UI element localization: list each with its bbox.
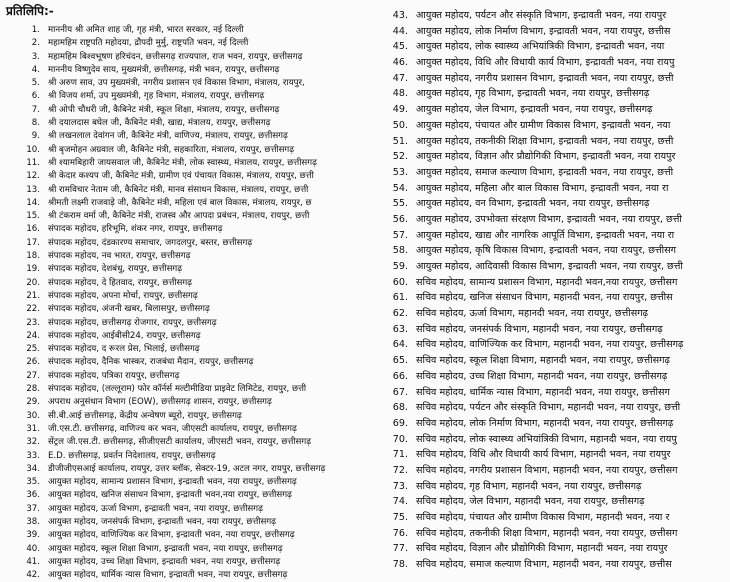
recipient-text: आयुक्त महोदय, कृषि विकास विभाग, इन्द्रावती भवन, नया रायपुर, छत्तीसग xyxy=(416,245,676,257)
recipient-item xyxy=(0,197,372,210)
recipient-number: 23. xyxy=(26,317,40,328)
recipient-item xyxy=(0,516,372,529)
recipient-text: आयुक्त महोदय, समाज कल्याण विभाग, इन्द्रावती भवन, नया रायपुर, छत्ती xyxy=(416,166,674,178)
recipient-number: 50. xyxy=(392,119,408,131)
recipient-number: 10. xyxy=(26,144,40,155)
recipient-text: संपादक महोदय, आईबीसी24, रायपुर, छत्तीसगढ़ xyxy=(48,330,201,341)
recipient-item xyxy=(382,400,730,416)
recipient-text: श्री ओपी चौधरी जी, कैबिनेट मंत्री, स्कूल शिक्षा, मंत्रालय, रायपुर, छत्तीसगढ़ xyxy=(48,104,280,115)
recipient-item xyxy=(382,432,730,448)
recipient-number: 73. xyxy=(392,480,408,492)
recipient-item xyxy=(0,37,372,50)
recipient-item xyxy=(0,450,372,463)
recipient-item xyxy=(382,86,730,102)
recipient-item xyxy=(382,71,730,87)
recipient-item xyxy=(0,463,372,476)
recipient-number: 11. xyxy=(26,157,40,168)
recipient-number: 60. xyxy=(392,276,408,288)
recipient-item xyxy=(0,543,372,556)
recipient-number: 55. xyxy=(392,198,408,210)
recipient-item xyxy=(382,8,730,24)
recipient-number: 68. xyxy=(392,402,408,414)
recipient-item xyxy=(0,410,372,423)
recipient-number: 3. xyxy=(31,51,40,62)
recipient-item xyxy=(0,356,372,369)
recipient-item xyxy=(382,447,730,463)
recipient-number: 57. xyxy=(392,229,408,241)
recipient-item xyxy=(382,275,730,291)
recipient-text: आयुक्त महोदय, स्कूल शिक्षा विभाग, इन्द्रावती भवन, नया रायपुर, छत्तीसगढ़ xyxy=(48,543,283,554)
recipient-number: 44. xyxy=(392,25,408,37)
recipient-number: 39. xyxy=(26,530,40,541)
recipient-item xyxy=(382,526,730,542)
recipient-item xyxy=(382,306,730,322)
recipient-item xyxy=(0,130,372,143)
recipient-number: 53. xyxy=(392,166,408,178)
recipient-item xyxy=(0,529,372,542)
recipient-item xyxy=(0,184,372,197)
recipient-item xyxy=(0,51,372,64)
recipient-number: 2. xyxy=(31,38,40,49)
recipient-number: 54. xyxy=(392,182,408,194)
recipient-text: संपादक महोदय, द रूरल प्रेस, भिलाई, छत्तीसगढ़ xyxy=(48,344,200,355)
recipient-text: सचिव महोदय, वाणिज्यिक कर विभाग, महानदी भवन, नया रायपुर, छत्तीसगढ़ xyxy=(416,339,684,351)
recipient-text: आयुक्त महोदय, आदिवासी विकास विभाग, इन्द्रावती भवन, नया रायपुर, छत्ती xyxy=(416,261,683,272)
recipient-text: सचिव महोदय, समाज कल्याण विभाग, महानदी भवन, नया रायपुर, छत्तीस xyxy=(416,559,672,571)
recipient-item xyxy=(382,337,730,353)
recipient-item xyxy=(382,510,730,526)
recipient-item xyxy=(382,259,730,275)
recipient-text: सचिव महोदय, उच्च शिक्षा विभाग, महानदी भवन, नया रायपुर, छत्तीसगढ़ xyxy=(416,370,668,382)
recipient-text: आयुक्त महोदय, धार्मिक न्यास विभाग, इन्द्रावती भवन, नया रायपुर, छत्तीसगढ़ xyxy=(48,570,288,581)
recipient-text: श्री दयालदास बघेल जी, कैबिनेट मंत्री, खाद्य, मंत्रालय, रायपुर, छत्तीसगढ़ xyxy=(48,118,271,129)
recipient-number: 75. xyxy=(392,512,408,523)
recipient-number: 67. xyxy=(392,386,408,398)
recipient-text: सचिव महोदय, स्कूल शिक्षा विभाग, महानदी भवन, नया रायपुर, छत्तीसगढ़ xyxy=(416,355,670,367)
recipient-number: 14. xyxy=(26,197,40,208)
recipient-number: 33. xyxy=(26,450,40,461)
recipient-number: 17. xyxy=(26,237,40,248)
recipient-number: 78. xyxy=(392,559,408,571)
recipient-number: 64. xyxy=(392,339,408,351)
recipient-text: संपादक महोदय, छत्तीसगढ़ रोजगार, रायपुर, छत्तीसगढ़ xyxy=(48,317,217,328)
recipient-number: 69. xyxy=(392,417,408,429)
recipient-item xyxy=(0,104,372,117)
recipient-item xyxy=(0,476,372,489)
recipient-item xyxy=(0,503,372,516)
recipient-text: जी.एस.टी. छत्तीसगढ़, वाणिज्य कर भवन, जीएसटी कार्यालय, रायपुर, छत्तीसगढ़ xyxy=(48,423,297,434)
recipient-number: 58. xyxy=(392,245,408,257)
recipient-number: 4. xyxy=(31,64,40,75)
recipient-text: संपादक महोदय, दे हितवाद, रायपुर, छत्तीसगढ़ xyxy=(48,277,193,288)
recipient-number: 30. xyxy=(26,410,40,421)
recipient-number: 66. xyxy=(392,370,408,382)
recipient-item xyxy=(0,117,372,130)
recipient-item xyxy=(0,144,372,157)
recipient-number: 38. xyxy=(26,516,40,527)
recipient-number: 24. xyxy=(26,330,40,341)
recipient-text: श्री लखनलाल देवांगन जी, कैबिनेट मंत्री, वाणिज्य, मंत्रालय, रायपुर, छत्तीसगढ़ xyxy=(48,131,288,142)
recipient-text: सचिव महोदय, विधि और विधायी कार्य विभाग, महानदी भवन, नया रायपुर xyxy=(416,449,671,461)
recipient-list-right xyxy=(382,8,730,573)
recipient-item xyxy=(382,385,730,401)
recipient-number: 61. xyxy=(392,292,408,304)
recipient-text: अपराध अनुसंधान विभाग (EOW), छत्तीसगढ़ शासन, रायपुर, छत्तीसगढ़ xyxy=(48,397,272,408)
recipient-number: 74. xyxy=(392,496,408,508)
recipient-item xyxy=(0,396,372,409)
recipient-item xyxy=(382,165,730,181)
recipient-item xyxy=(0,489,372,502)
recipient-text: सचिव महोदय, पर्यटन और संस्कृति विभाग, महानदी भवन, नया रायपुर, छत्ती xyxy=(416,402,681,414)
recipient-number: 25. xyxy=(26,344,40,355)
recipient-item xyxy=(382,557,730,573)
recipient-item xyxy=(382,369,730,385)
recipient-text: संपादक महोदय, अपना मोर्चा, रायपुर, छत्तीसगढ़ xyxy=(48,290,198,301)
recipient-number: 65. xyxy=(392,355,408,367)
recipient-text: आयुक्त महोदय, सामान्य प्रशासन विभाग, इन्द्रावती भवन, नया रायपुर, छत्तीसगढ़ xyxy=(48,477,297,488)
recipient-item xyxy=(0,277,372,290)
recipient-text: आयुक्त महोदय, लोक स्वास्थ्य अभियांत्रिकी विभाग, इन्द्रावती भवन, नया xyxy=(416,41,665,53)
recipient-number: 70. xyxy=(392,433,408,445)
recipient-item xyxy=(382,181,730,197)
recipient-number: 13. xyxy=(26,184,40,195)
recipient-item xyxy=(382,102,730,118)
recipient-text: आयुक्त महोदय, विधि और विधायी कार्य विभाग, इन्द्रावती भवन, नया रायपु xyxy=(416,57,675,69)
recipient-item xyxy=(0,64,372,77)
recipient-number: 8. xyxy=(31,118,40,129)
recipient-text: आयुक्त महोदय, उच्च शिक्षा विभाग, इन्द्रावती भवन, नया रायपुर, छत्तीसगढ़ xyxy=(48,556,281,567)
copy-to-heading: प्रतिलिपि:- xyxy=(6,4,54,18)
recipient-item xyxy=(0,90,372,103)
recipient-text: सचिव महोदय, विज्ञान और प्रौद्योगिकी विभाग, महानदी भवन, नया रायपुर xyxy=(416,543,668,555)
recipient-number: 51. xyxy=(392,135,408,147)
recipient-text: सेंट्रल जी.एस.टी. छत्तीसगढ़, सीजीएसटी कार्यालय, जीएसटी भवन, रायपुर, छत्तीसगढ़ xyxy=(48,437,312,448)
recipient-item xyxy=(0,250,372,263)
recipient-text: महामहिम राष्ट्रपति महोदया, द्रौपदी मुर्मु, राष्ट्रपति भवन, नई दिल्ली xyxy=(48,38,249,49)
recipient-text: आयुक्त महोदय, तकनीकी शिक्षा विभाग, इन्द्रावती भवन, नया रायपुर, छत्ती xyxy=(416,135,674,147)
recipient-number: 48. xyxy=(392,88,408,100)
recipient-item xyxy=(0,569,372,582)
recipient-text: श्री विजय शर्मा, उप मुख्यमंत्री, गृह विभाग, मंत्रालय, रायपुर, छत्तीसगढ़ xyxy=(48,91,265,102)
recipient-number: 77. xyxy=(392,543,408,555)
recipient-number: 62. xyxy=(392,308,408,320)
recipient-text: आयुक्त महोदय, जनसंपर्क विभाग, इन्द्रावती भवन, नया रायपुर, छत्तीसगढ़ xyxy=(48,516,277,527)
recipient-text: महामहिम बिश्वभूषण हरिचंदन, छत्तीसगढ़ राज्यपाल, राज भवन, रायपुर, छत्तीसगढ़ xyxy=(48,51,303,62)
recipient-number: 40. xyxy=(26,543,40,554)
recipient-text: संपादक महोदय, दैनिक भास्कर, राजबंधा मैदान, रायपुर, छत्तीसगढ़ xyxy=(48,357,254,368)
recipient-number: 34. xyxy=(26,463,40,474)
recipient-number: 36. xyxy=(26,490,40,501)
recipient-number: 22. xyxy=(26,304,40,315)
recipient-number: 9. xyxy=(31,131,40,142)
recipient-item xyxy=(0,383,372,396)
recipient-item xyxy=(0,556,372,569)
recipient-text: सचिव महोदय, जनसंपर्क विभाग, महानदी भवन, नया रायपुर, छत्तीसगढ़ xyxy=(416,323,663,335)
recipient-text: श्री केदार कश्यप जी, कैबिनेट मंत्री, ग्रामीण एवं पंचायत विकास, मंत्रालय, रायपुर, छत्ती xyxy=(48,171,314,182)
recipient-number: 29. xyxy=(26,397,40,408)
recipient-text: संपादक महोदय, दंडकारण्य समाचार, जगदलपुर, बस्तर, छत्तीसगढ़ xyxy=(48,237,253,248)
recipient-number: 12. xyxy=(26,171,40,182)
recipient-item xyxy=(382,55,730,71)
recipient-text: आयुक्त महोदय, जेल विभाग, इन्द्रावती भवन, नया रायपुर, छत्तीसगढ़ xyxy=(416,104,653,116)
recipient-item xyxy=(382,494,730,510)
recipient-number: 35. xyxy=(26,477,40,488)
recipient-text: सचिव महोदय, गृह विभाग, महानदी भवन, नया रायपुर, छत्तीसगढ़ xyxy=(416,480,642,492)
recipient-item xyxy=(382,118,730,134)
recipient-text: आयुक्त महोदय, खाद्य और नागरिक आपूर्ति विभाग, इन्द्रावती भवन, नया रा xyxy=(416,229,675,241)
recipient-item xyxy=(382,541,730,557)
recipient-number: 41. xyxy=(26,556,40,567)
recipient-number: 59. xyxy=(392,261,408,272)
recipient-text: सचिव महोदय, ऊर्जा विभाग, महानदी भवन, नया रायपुर, छत्तीसगढ़ xyxy=(416,308,649,320)
recipient-item xyxy=(382,134,730,150)
recipient-item xyxy=(0,170,372,183)
recipient-number: 47. xyxy=(392,72,408,84)
recipient-text: श्री बृजमोहन अग्रवाल जी, कैबिनेट मंत्री, सहकारिता, मंत्रालय, रायपुर, छत्तीसगढ़ xyxy=(48,144,295,155)
recipient-text: संपादक महोदय, पत्रिका रायपुर, छत्तीसगढ़ xyxy=(48,370,180,381)
recipient-item xyxy=(0,157,372,170)
recipient-text: आयुक्त महोदय, ऊर्जा विभाग, इन्द्रावती भवन, नया रायपुर, छत्तीसगढ़ xyxy=(48,503,263,514)
recipient-item xyxy=(382,322,730,338)
recipient-item xyxy=(0,77,372,90)
recipient-number: 46. xyxy=(392,57,408,69)
recipient-text: आयुक्त महोदय, लोक निर्माण विभाग, इन्द्रावती भवन, नया रायपुर, छत्तीस xyxy=(416,25,671,37)
recipient-number: 5. xyxy=(31,78,40,89)
recipient-number: 52. xyxy=(392,151,408,163)
recipient-number: 18. xyxy=(26,251,40,262)
recipient-text: आयुक्त महोदय, पंचायत और ग्रामीण विकास विभाग, इन्द्रावती भवन, नया xyxy=(416,119,671,131)
recipient-text: श्रीमती लक्ष्मी राजवाड़े जी, कैबिनेट मंत्री, महिला एवं बाल विकास, मंत्रालय, रायपुर, छ xyxy=(48,197,312,208)
recipient-number: 72. xyxy=(392,464,408,476)
recipient-item xyxy=(0,423,372,436)
recipient-text: संपादक महोदय, (लल्लूराम) फोर कॉर्नर्स मल्टीमीडिया प्राइवेट लिमिटेड, रायपुर, छत्ती xyxy=(48,384,307,395)
recipient-text: सचिव महोदय, धार्मिक न्यास विभाग, महानदी भवन, नया रायपुर, छत्तीसग xyxy=(416,386,670,398)
recipient-text: आयुक्त महोदय, उपभोक्ता संरक्षण विभाग, इन्द्रावती भवन, नया रायपुर, छत्ती xyxy=(416,213,682,225)
recipient-number: 1. xyxy=(31,25,40,35)
recipient-text: श्री श्यामबिहारी जायसवाल जी, कैबिनेट मंत्री, लोक स्वास्थ्य, मंत्रालय, रायपुर, छत्तीसगढ़ xyxy=(48,157,317,168)
recipient-list-left xyxy=(0,24,372,582)
recipient-number: 26. xyxy=(26,357,40,368)
recipient-item xyxy=(0,223,372,236)
recipient-item xyxy=(0,343,372,356)
recipient-item xyxy=(0,317,372,330)
recipient-number: 20. xyxy=(26,277,40,288)
recipient-item xyxy=(0,330,372,343)
recipient-text: सचिव महोदय, तकनीकी शिक्षा विभाग, महानदी भवन, नया रायपुर, छत्तीसग xyxy=(416,527,678,539)
recipient-item xyxy=(382,149,730,165)
recipient-number: 7. xyxy=(31,104,40,115)
recipient-text: आयुक्त महोदय, नगरीय प्रशासन विभाग, इन्द्रावती भवन, नया रायपुर, छत्ती xyxy=(416,72,674,84)
recipient-item xyxy=(0,303,372,316)
recipient-text: सचिव महोदय, खनिज संसाधन विभाग, महानदी भवन, नया रायपुर, छत्तीस xyxy=(416,292,673,304)
recipient-text: सचिव महोदय, लोक स्वास्थ्य अभियांत्रिकी विभाग, महानदी भवन, नया रायपु xyxy=(416,433,677,445)
recipient-text: आयुक्त महोदय, वन विभाग, इन्द्रावती भवन, नया रायपुर, छत्तीसगढ़ xyxy=(416,198,650,210)
recipient-item xyxy=(382,228,730,244)
recipient-text: सचिव महोदय, सामान्य प्रशासन विभाग, महानदी भवन,नया रायपुर, छत्तीसग xyxy=(416,276,678,288)
recipient-text: सचिव महोदय, लोक निर्माण विभाग, महानदी भवन, नया रायपुर, छत्तीसगढ़ xyxy=(416,417,674,429)
recipient-number: 27. xyxy=(26,370,40,381)
recipient-number: 49. xyxy=(392,104,408,116)
recipient-text: डीजीजीएसआई कार्यालय, रायपुर, उत्तर ब्लॉक, सेक्टर-19, अटल नगर, रायपुर, छत्तीसगढ़ xyxy=(48,463,326,474)
recipient-text: आयुक्त महोदय, महिला और बाल विकास विभाग, इन्द्रावती भवन, नया रा xyxy=(416,182,669,194)
recipient-item xyxy=(0,237,372,250)
recipient-number: 15. xyxy=(26,211,40,222)
recipient-item xyxy=(382,39,730,55)
recipient-item xyxy=(382,416,730,432)
recipient-item xyxy=(0,370,372,383)
recipient-number: 16. xyxy=(26,224,40,235)
recipient-text: संपादक महोदय, देशबंधु, रायपुर, छत्तीसगढ़ xyxy=(48,264,183,275)
recipient-item xyxy=(0,210,372,223)
recipient-text: श्री अरुण साव, उप मुख्यमंत्री, नगरीय प्रशासन एवं विकास विभाग, मंत्रालय, रायपुर, xyxy=(48,78,305,89)
recipient-item xyxy=(382,290,730,306)
recipient-number: 31. xyxy=(26,423,40,434)
recipient-number: 28. xyxy=(26,384,40,395)
recipient-number: 37. xyxy=(26,503,40,514)
recipient-number: 42. xyxy=(26,570,40,581)
recipient-item xyxy=(382,463,730,479)
recipient-item xyxy=(0,290,372,303)
recipient-text: आयुक्त महोदय, वाणिज्यिक कर विभाग, इन्द्रावती भवन, नया रायपुर, छत्तीसगढ़ xyxy=(48,530,295,541)
recipient-text: E.D. छत्तीसगढ़, प्रवर्तन निदेशालय, रायपुर, छत्तीसगढ़ xyxy=(48,450,216,461)
recipient-number: 45. xyxy=(392,41,408,53)
recipient-text: सचिव महोदय, नगरीय प्रशासन विभाग, महानदी भवन, नया रायपुर, छत्तीसग xyxy=(416,464,678,476)
recipient-text: सी.बी.आई छत्तीसगढ़, केंद्रीय अन्वेषण ब्यूरो, रायपुर, छत्तीसगढ़ xyxy=(48,410,242,421)
recipient-text: संपादक महोदय, नव भारत, रायपुर, छत्तीसगढ़ xyxy=(48,251,191,262)
recipient-number: 56. xyxy=(392,213,408,225)
recipient-text: सचिव महोदय, जेल विभाग, महानदी भवन, नया रायपुर, छत्तीसगढ़ xyxy=(416,496,645,508)
recipient-text: आयुक्त महोदय, पर्यटन और संस्कृति विभाग, इन्द्रावती भवन, नया रायपुर xyxy=(416,10,667,21)
recipient-item xyxy=(0,24,372,37)
recipient-text: सचिव महोदय, पंचायत और ग्रामीण विकास विभाग, महानदी भवन, नया र xyxy=(416,512,670,523)
recipient-item xyxy=(382,479,730,495)
recipient-text: माननीय विष्णुदेव साय, मुख्यमंत्री, छत्तीसगढ़, मंत्री भवन, रायपुर, छत्तीसगढ़ xyxy=(48,64,280,75)
recipient-number: 21. xyxy=(26,290,40,301)
recipient-number: 32. xyxy=(26,437,40,448)
recipient-text: आयुक्त महोदय, विज्ञान और प्रौद्योगिकी विभाग, इन्द्रावती भवन, नया रायपुर xyxy=(416,151,676,163)
recipient-item xyxy=(0,263,372,276)
recipient-number: 63. xyxy=(392,323,408,335)
recipient-item xyxy=(0,436,372,449)
recipient-number: 76. xyxy=(392,527,408,539)
recipient-item xyxy=(382,196,730,212)
recipient-item xyxy=(382,353,730,369)
recipient-text: श्री रामविचार नेताम जी, कैबिनेट मंत्री, मानव संसाधन विकास, मंत्रालय, रायपुर, छत्ती xyxy=(48,184,309,195)
recipient-number: 19. xyxy=(26,264,40,275)
recipient-number: 6. xyxy=(31,91,40,102)
recipient-text: माननीय श्री अमित शाह जी, गृह मंत्री, भारत सरकार, नई दिल्ली xyxy=(48,25,244,35)
recipient-item xyxy=(382,24,730,40)
recipient-item xyxy=(382,243,730,259)
recipient-number: 71. xyxy=(392,449,408,461)
recipient-text: श्री टंकराम वर्मा जी, कैबिनेट मंत्री, राजस्व और आपदा प्रबंधन, मंत्रालय, रायपुर, छत्ती xyxy=(48,211,310,222)
recipient-text: आयुक्त महोदय, गृह विभाग, इन्द्रावती भवन, नया रायपुर, छत्तीसगढ़ xyxy=(416,88,650,100)
recipient-number: 43. xyxy=(392,10,408,21)
recipient-item xyxy=(382,212,730,228)
recipient-text: संपादक महोदय, हरिभूमि, शंकर नगर, रायपुर, छत्तीसगढ़ xyxy=(48,224,223,235)
recipient-text: संपादक महोदय, अंजनी खबर, बिलासपुर, छत्तीसगढ़ xyxy=(48,304,210,315)
recipient-text: आयुक्त महोदय, खनिज संसाधन विभाग, इन्द्रावती भवन,नया रायपुर, छत्तीसगढ़ xyxy=(48,490,292,501)
